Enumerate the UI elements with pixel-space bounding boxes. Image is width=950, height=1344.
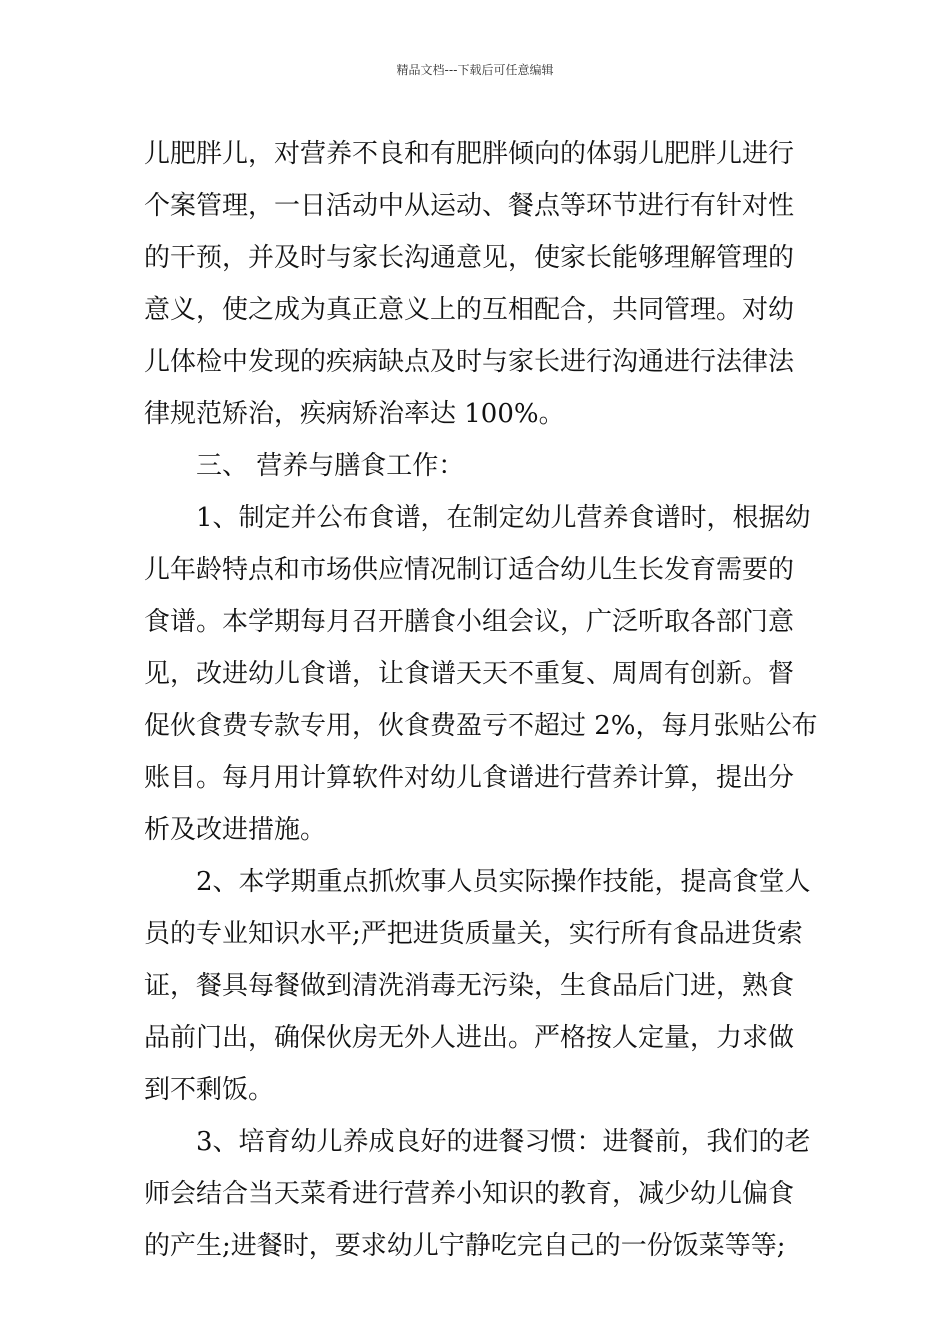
text-line: 意义，使之成为真正意义上的互相配合，共同管理。对幼	[144, 295, 795, 325]
page-header: 精品文档---下载后可任意编辑	[396, 63, 554, 77]
text-line: 师会结合当天菜肴进行营养小知识的教育，减少幼儿偏食	[144, 1179, 795, 1209]
text-line: 见，改进幼儿食谱，让食谱天天不重复、周周有创新。督	[144, 659, 795, 689]
text-line: 的产生;进餐时，要求幼儿宁静吃完自己的一份饭菜等等;	[144, 1231, 786, 1261]
text-line: 到不剩饭。	[144, 1075, 275, 1105]
text-line: 1、制定并公布食谱，在制定幼儿营养食谱时，根据幼	[196, 503, 811, 533]
text-line: 促伙食费专款专用，伙食费盈亏不超过 2%，每月张贴公布	[144, 711, 818, 741]
text-line: 儿年龄特点和市场供应情况制订适合幼儿生长发育需要的	[144, 555, 795, 585]
text-line: 账目。每月用计算软件对幼儿食谱进行营养计算，提出分	[144, 763, 795, 793]
text-line: 个案管理，一日活动中从运动、餐点等环节进行有针对性	[144, 191, 795, 221]
text-line: 析及改进措施。	[144, 815, 327, 845]
text-line: 三、 营养与膳食工作：	[196, 451, 465, 481]
text-line: 员的专业知识水平;严把进货质量关，实行所有食品进货索	[144, 919, 803, 949]
text-line: 儿体检中发现的疾病缺点及时与家长进行沟通进行法律法	[144, 347, 795, 377]
text-line: 3、培育幼儿养成良好的进餐习惯：进餐前，我们的老	[196, 1127, 811, 1157]
document-body	[144, 128, 818, 1272]
text-line: 食谱。本学期每月召开膳食小组会议，广泛听取各部门意	[144, 607, 795, 637]
text-line: 2、本学期重点抓炊事人员实际操作技能，提高食堂人	[196, 867, 811, 897]
text-line: 的干预，并及时与家长沟通意见，使家长能够理解管理的	[144, 243, 795, 273]
text-line: 律规范矫治，疾病矫治率达 100%。	[144, 399, 565, 429]
text-line: 品前门出，确保伙房无外人进出。严格按人定量，力求做	[144, 1023, 795, 1053]
text-line: 证，餐具每餐做到清洗消毒无污染，生食品后门进，熟食	[144, 971, 795, 1001]
text-line: 儿肥胖儿，对营养不良和有肥胖倾向的体弱儿肥胖儿进行	[144, 139, 795, 169]
